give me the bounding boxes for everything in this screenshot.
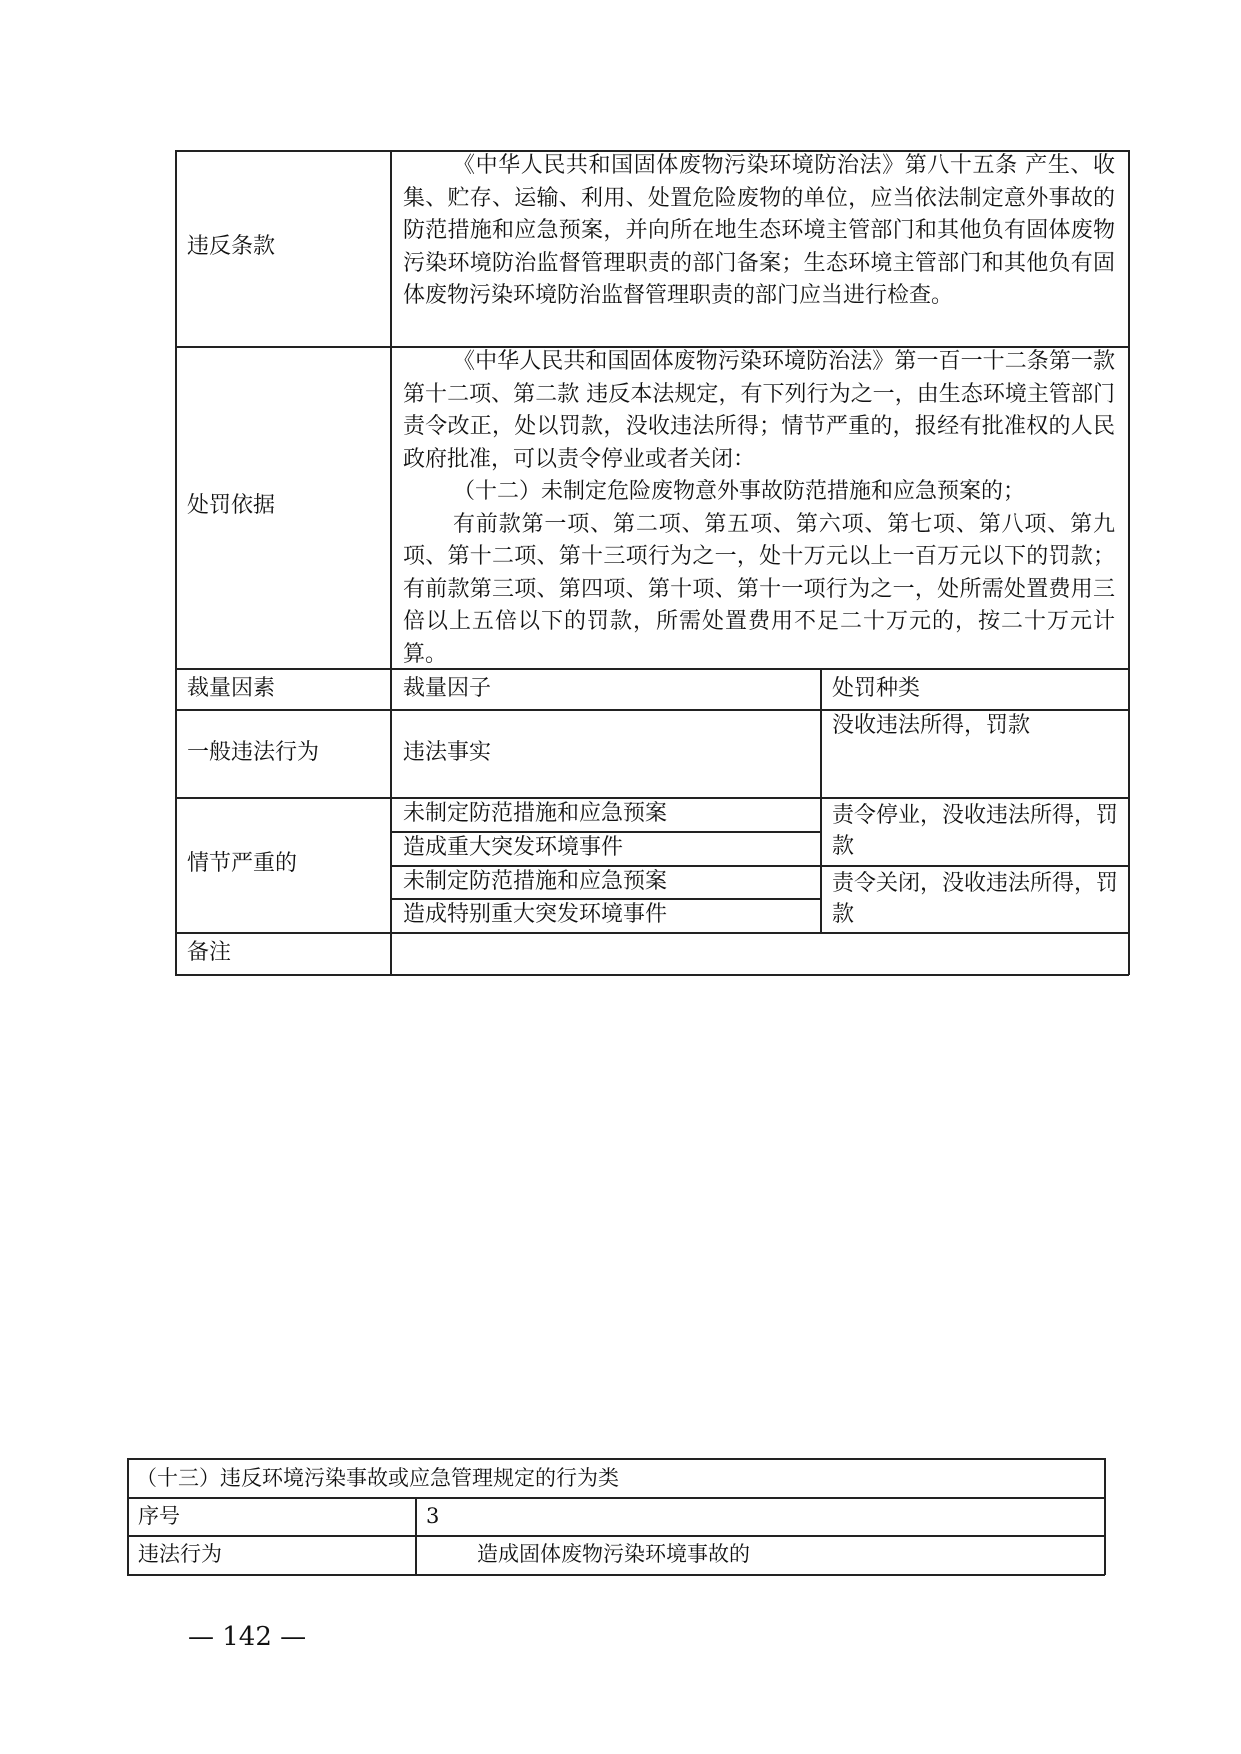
header-penalty-type: 处罚种类 — [832, 676, 921, 701]
serious-penalty-suspend: 责令停业，没收违法所得，罚款 — [832, 803, 1119, 859]
penalty-basis-paragraph: 《中华人民共和国固体废物污染环境防治法》第一百一十二条第一款第十二项、第二款 违反本法规定，有下列行为之一，由生态环境主管部门责令改正，处以罚款，没收违法所得；情节严重的，报经有批准权的人民政府批准，可以责令停业或者关闭： — [403, 349, 1115, 472]
violation-clause-label: 违反条款 — [187, 234, 276, 259]
header-sub-factor: 裁量因子 — [403, 676, 492, 701]
serious-label: 情节严重的 — [187, 851, 298, 876]
category-title: （十三）违反环境污染事故或应急管理规定的行为类 — [136, 1466, 619, 1490]
serious-penalty-close: 责令关闭，没收违法所得，罚款 — [832, 871, 1119, 927]
penalty-basis-paragraph: 有前款第一项、第二项、第五项、第六项、第七项、第八项、第九项、第十二项、第十三项行为之一，处十万元以上一百万元以下的罚款；有前款第三项、第四项、第十项、第十一项行为之一，处所需处置费用三倍以上五倍以下的罚款，所需处置费用不足二十万元的，按二十万元计算。 — [403, 511, 1115, 667]
category-table — [0, 1450, 1241, 1610]
remarks-label: 备注 — [187, 940, 232, 965]
serious-factor-row: 造成重大突发环境事件 — [403, 835, 624, 860]
penalty-basis-paragraph: （十二）未制定危险废物意外事故防范措施和应急预案的； — [453, 479, 1026, 504]
serious-factor-row: 造成特别重大突发环境事件 — [403, 902, 668, 927]
behavior-label: 违法行为 — [138, 1542, 222, 1566]
general-violation-penalty: 没收违法所得，罚款 — [832, 713, 1031, 738]
general-violation-label: 一般违法行为 — [187, 740, 320, 765]
serial-value: 3 — [426, 1504, 440, 1528]
serious-factor-row: 未制定防范措施和应急预案 — [403, 869, 668, 894]
page-number: — 142 — — [188, 1622, 307, 1652]
general-violation-fact: 违法事实 — [403, 740, 492, 765]
behavior-value: 造成固体废物污染环境事故的 — [477, 1542, 750, 1566]
serious-factor-row: 未制定防范措施和应急预案 — [403, 801, 668, 826]
violation-clause-text: 《中华人民共和国固体废物污染环境防治法》第八十五条 产生、收集、贮存、运输、利用、处置危险废物的单位，应当依法制定意外事故的防范措施和应急预案，并向所在地生态环境主管部门和其他负有固体废物污染环境防治监督管理职责的部门备案；生态环境主管部门和其他负有固体废物污染环境防治监督管理职责的部门应当进行检查。 — [403, 153, 1115, 308]
penalty-basis-label: 处罚依据 — [187, 493, 276, 518]
serial-label: 序号 — [138, 1504, 180, 1528]
header-factor: 裁量因素 — [187, 676, 276, 701]
penalty-basis-text — [403, 346, 1115, 671]
